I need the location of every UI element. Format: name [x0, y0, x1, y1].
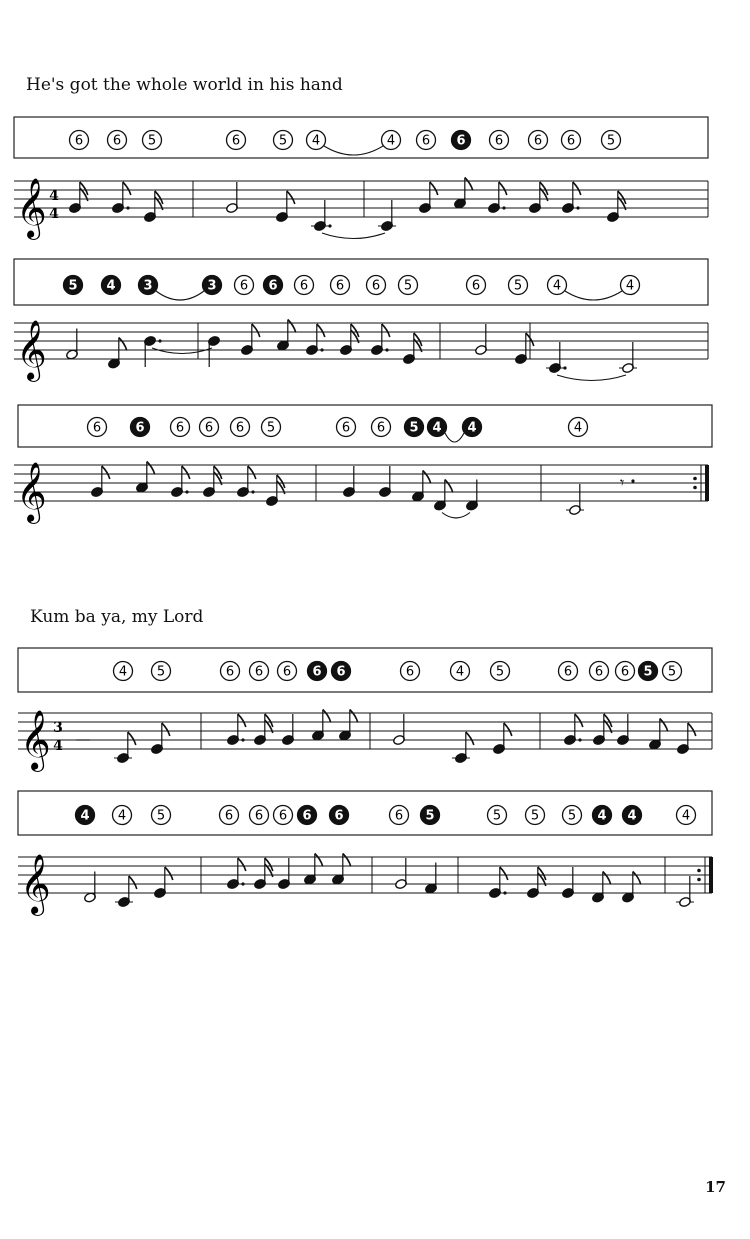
fingering-number: 4: [625, 278, 635, 294]
fingering-number: 6: [405, 664, 415, 680]
fingering-number: 4: [117, 808, 127, 824]
note-flag: [382, 324, 390, 337]
note-flag: [445, 480, 453, 493]
note-dot: [578, 738, 581, 741]
repeat-dot: [693, 477, 697, 481]
note-dot: [185, 490, 188, 493]
note-flag: [162, 723, 170, 736]
fingering-number: 6: [594, 664, 604, 680]
fingering-number: 4: [597, 808, 607, 824]
fingering-number: 4: [106, 278, 116, 294]
fingering-number: 6: [225, 664, 235, 680]
note-flag: [165, 867, 173, 880]
slur: [324, 146, 383, 155]
fingering-number: 5: [606, 133, 616, 149]
song-title: He's got the whole world in his hand: [26, 75, 343, 95]
fingering-number: 6: [282, 664, 292, 680]
page-number: 17: [705, 1178, 726, 1196]
fingering-number: 5: [266, 420, 276, 436]
note-flag: [248, 466, 256, 479]
fingering-number: 6: [620, 664, 630, 680]
fingering-boxes: [14, 117, 712, 835]
fingering-number: 5: [147, 133, 157, 149]
fingering-number: 5: [530, 808, 540, 824]
note-flag: [147, 462, 155, 475]
time-signature-top: 3: [53, 720, 63, 737]
note-flag: [573, 182, 581, 195]
fingering-number: 4: [681, 808, 691, 824]
note-flag: [466, 732, 474, 745]
fingering-number: 6: [563, 664, 573, 680]
fingering-number: 5: [156, 808, 166, 824]
fingering-number: 5: [492, 808, 502, 824]
fingering-number: 6: [566, 133, 576, 149]
fingering-number: 5: [156, 664, 166, 680]
fingering-number: 3: [207, 278, 217, 294]
treble-clef-icon: 𝄞: [20, 710, 51, 770]
note-flag: [603, 872, 611, 885]
tie: [152, 348, 212, 354]
fingering-number: 4: [552, 278, 562, 294]
note-flag: [238, 714, 246, 727]
fingering-number: 6: [421, 133, 431, 149]
fingering-number: 6: [533, 133, 543, 149]
note-dot: [503, 891, 506, 894]
note-flag: [660, 719, 668, 732]
fingering-number: 6: [239, 278, 249, 294]
note-flag: [499, 182, 507, 195]
fingering-number: 6: [74, 133, 84, 149]
note-flag: [252, 324, 260, 337]
note-dot: [502, 206, 505, 209]
fingering-number: 6: [175, 420, 185, 436]
time-signature-top: 4: [49, 188, 59, 205]
fingering-number: 4: [455, 664, 465, 680]
fingering-number: 6: [334, 808, 344, 824]
tie: [322, 233, 385, 239]
note-dot: [385, 348, 388, 351]
note-flag: [182, 466, 190, 479]
note-flag: [102, 466, 110, 479]
fingering-number: 6: [235, 420, 245, 436]
fingering-number: 6: [268, 278, 278, 294]
note-flag: [465, 178, 473, 191]
fingering-number: 6: [312, 664, 322, 680]
note-flag: [315, 854, 323, 867]
note-dot: [251, 490, 254, 493]
fingering-number: 4: [432, 420, 442, 436]
fingering-number: 4: [573, 420, 583, 436]
note-flag: [350, 710, 358, 723]
note-flag: [323, 710, 331, 723]
fingering-number: 6: [254, 808, 264, 824]
tie: [557, 375, 626, 381]
repeat-dot: [697, 878, 701, 882]
tie: [442, 513, 470, 519]
note-flag: [288, 320, 296, 333]
fingering-number: 5: [68, 278, 78, 294]
repeat-dot: [693, 486, 697, 490]
note-flag: [575, 714, 583, 727]
note-flag: [688, 723, 696, 736]
note-dot: [576, 206, 579, 209]
fingering-number: 6: [254, 664, 264, 680]
treble-clef-icon: 𝄞: [20, 854, 51, 914]
fingering-number: 3: [143, 278, 153, 294]
fingering-number: 5: [667, 664, 677, 680]
fingering-number: 6: [224, 808, 234, 824]
repeat-dot: [697, 869, 701, 873]
fingering-number: 6: [135, 420, 145, 436]
fingering-number: 5: [513, 278, 523, 294]
fingering-number: 6: [341, 420, 351, 436]
fingering-number: 4: [386, 133, 396, 149]
note-dot: [158, 339, 161, 342]
note-flag: [633, 872, 641, 885]
fingering-number: 6: [302, 808, 312, 824]
note-dot: [126, 206, 129, 209]
fingering-number: 6: [299, 278, 309, 294]
fingering-number: 6: [278, 808, 288, 824]
slur: [445, 433, 464, 442]
note-flag: [343, 854, 351, 867]
note-flag: [238, 858, 246, 871]
note-flag: [504, 723, 512, 736]
fingering-number: 6: [112, 133, 122, 149]
fingering-number: 5: [643, 664, 653, 680]
fingering-number: 6: [231, 133, 241, 149]
note-flag: [423, 471, 431, 484]
fingering-number: 6: [371, 278, 381, 294]
note-flag: [287, 191, 295, 204]
fingering-number: 4: [627, 808, 637, 824]
song-title: Kum ba ya, my Lord: [30, 607, 204, 627]
note-dot: [563, 366, 566, 369]
treble-clef-icon: 𝄞: [16, 462, 47, 522]
time-signature-bottom: 4: [53, 738, 63, 755]
rest-dot: [631, 479, 634, 482]
treble-clef-icon: 𝄞: [16, 320, 47, 380]
slur: [565, 291, 622, 300]
note-dot: [328, 224, 331, 227]
note-dot: [320, 348, 323, 351]
fingering-number: 4: [311, 133, 321, 149]
note-dot: [241, 738, 244, 741]
fingering-number: 5: [567, 808, 577, 824]
fingering-box: [18, 405, 712, 447]
note-flag: [317, 324, 325, 337]
final-barline: [705, 465, 709, 501]
fingering-number: 6: [336, 664, 346, 680]
fingering-number: 5: [495, 664, 505, 680]
note-flag: [123, 182, 131, 195]
note-flag: [129, 876, 137, 889]
fingering-number: 4: [118, 664, 128, 680]
final-barline: [709, 857, 713, 893]
eighth-rest-icon: 𝄾: [620, 473, 625, 492]
fingering-number: 5: [403, 278, 413, 294]
fingering-number: 6: [394, 808, 404, 824]
time-signature-bottom: 4: [49, 206, 59, 223]
note-flag: [430, 182, 438, 195]
fingering-number: 4: [467, 420, 477, 436]
slur: [156, 291, 204, 300]
note-flag: [500, 867, 508, 880]
fingering-number: 5: [278, 133, 288, 149]
fingering-number: 6: [471, 278, 481, 294]
fingering-number: 6: [456, 133, 466, 149]
fingering-number: 6: [92, 420, 102, 436]
note-flag: [119, 338, 127, 351]
fingering-number: 6: [376, 420, 386, 436]
fingering-number: 4: [80, 808, 90, 824]
note-flag: [128, 732, 136, 745]
fingering-number: 6: [204, 420, 214, 436]
note-dot: [241, 882, 244, 885]
fingering-number: 6: [494, 133, 504, 149]
fingering-number: 5: [425, 808, 435, 824]
fingering-number: 5: [409, 420, 419, 436]
fingering-number: 6: [335, 278, 345, 294]
treble-clef-icon: 𝄞: [16, 178, 47, 238]
